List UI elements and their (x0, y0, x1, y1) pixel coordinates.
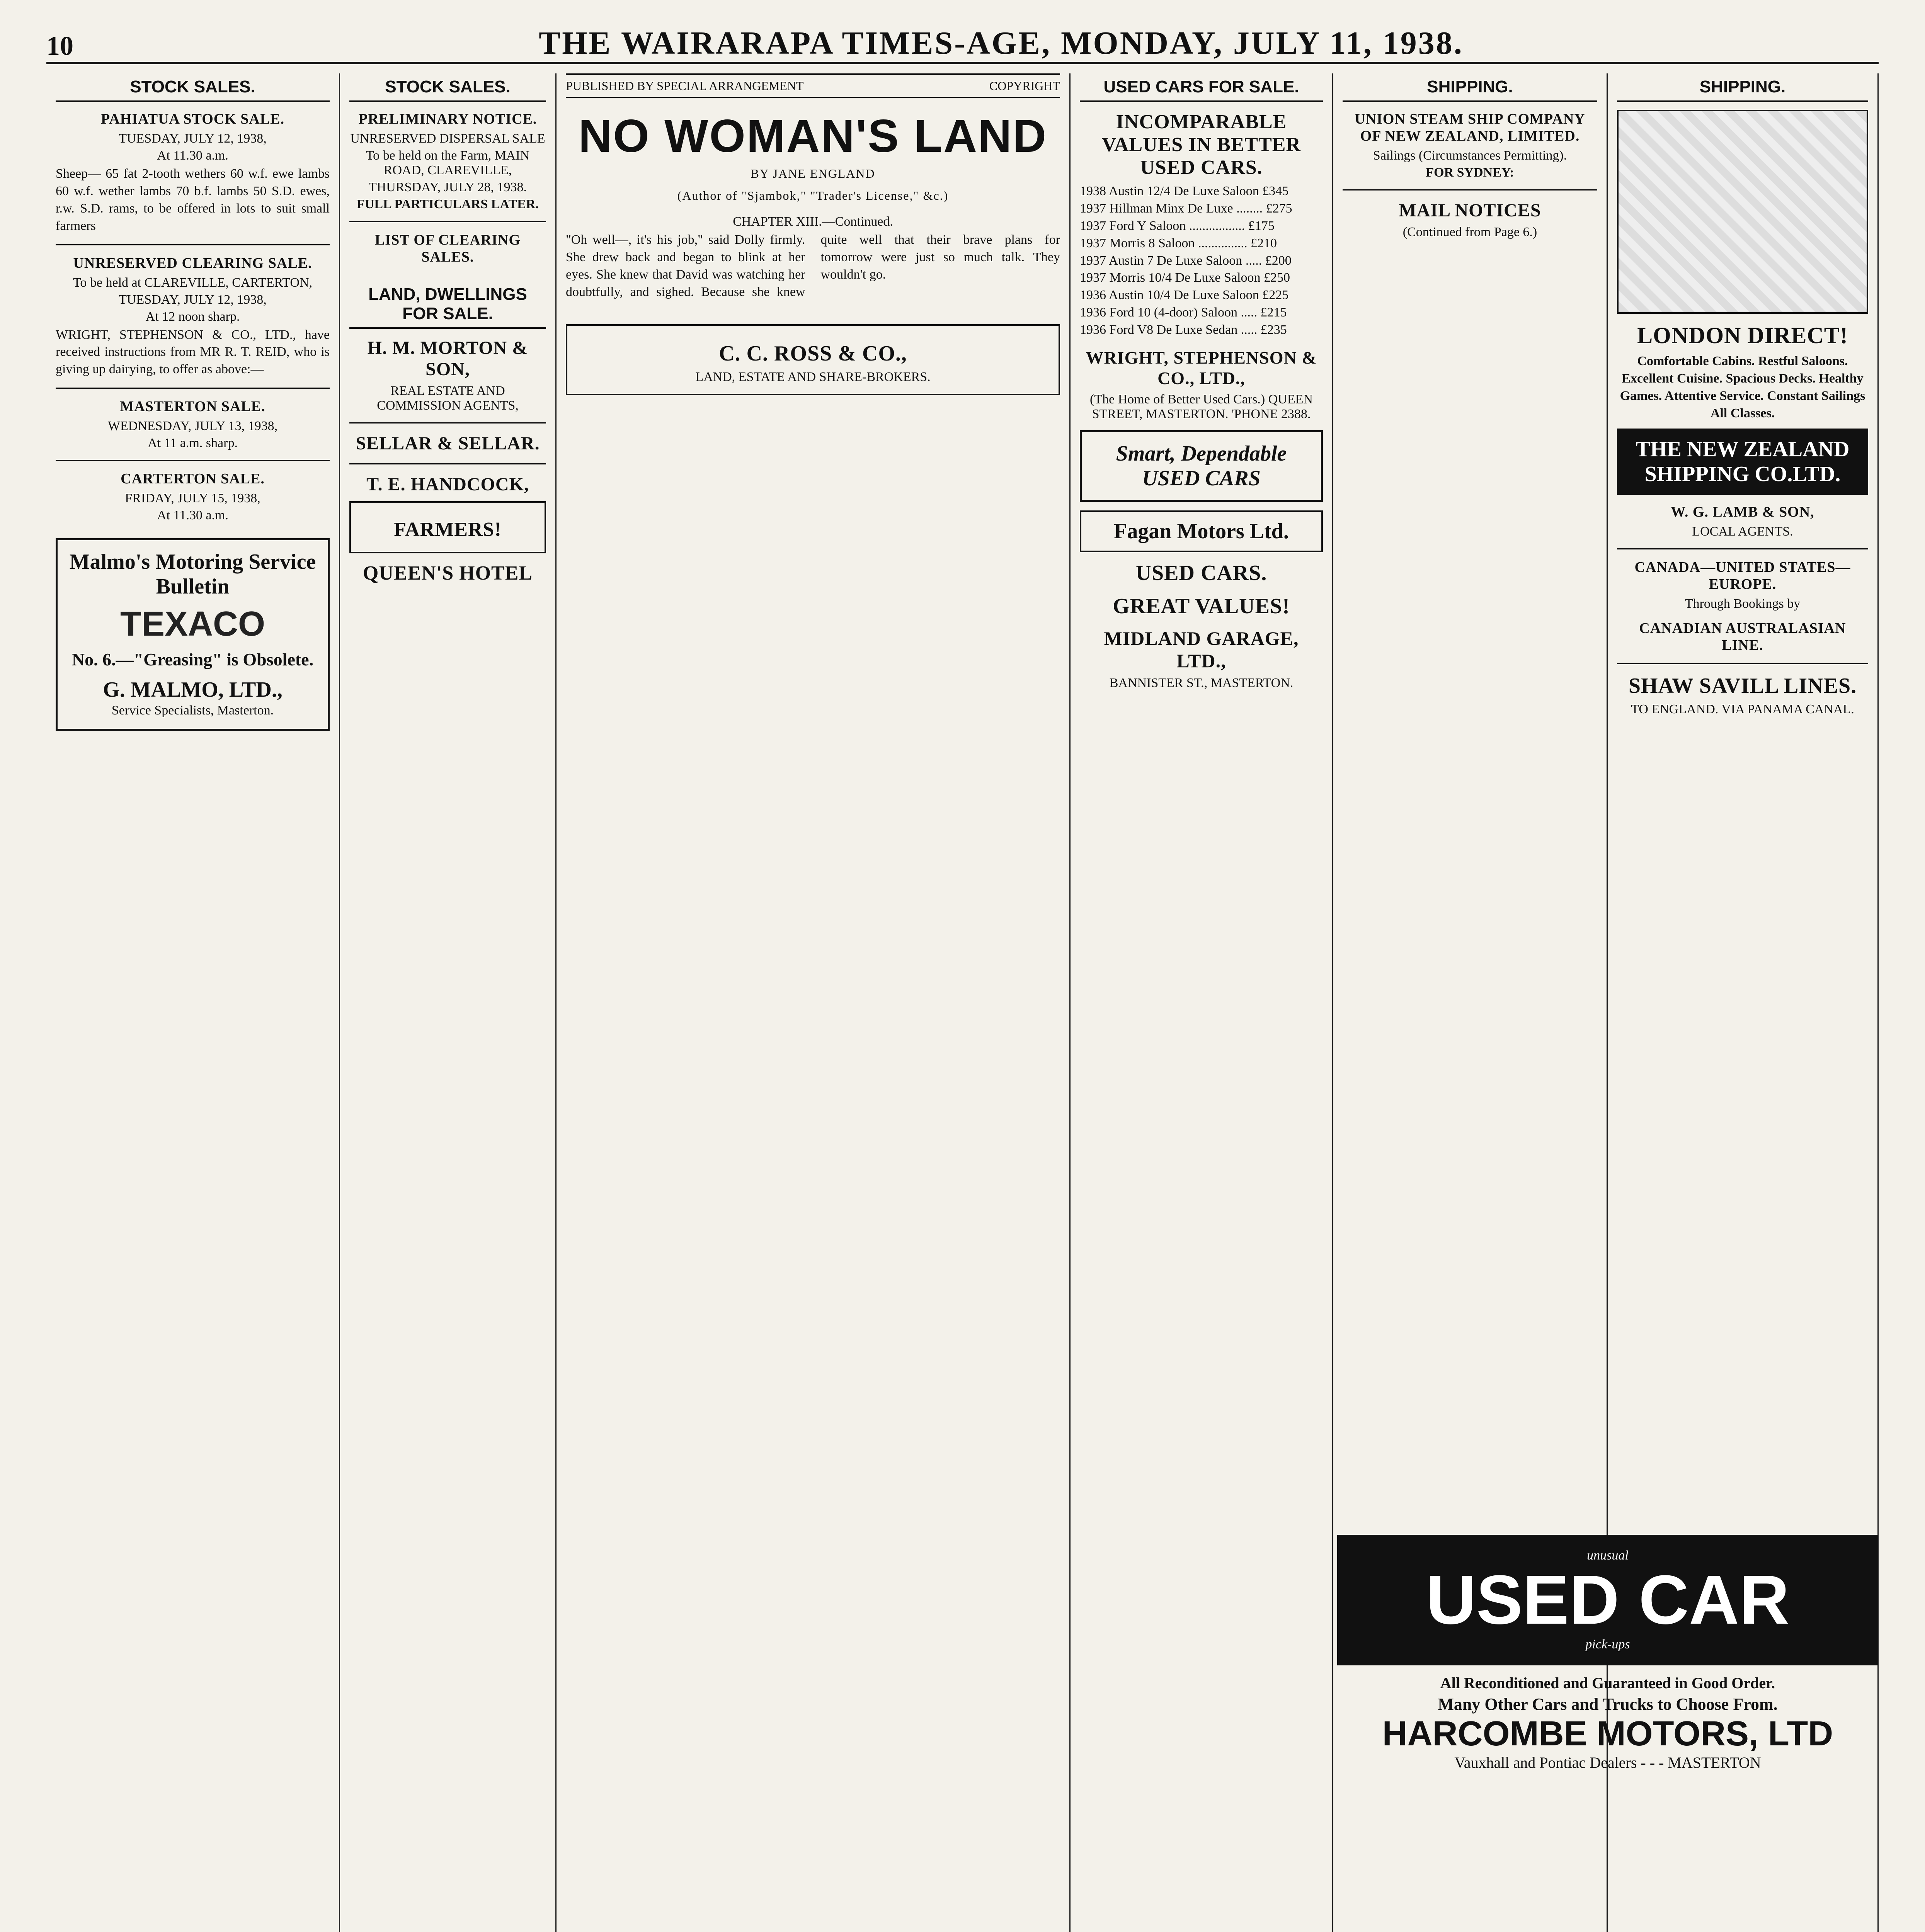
agent-sub: LOCAL AGENTS. (1692, 524, 1793, 539)
sale-date: TUESDAY, JULY 12, 1938, (119, 131, 267, 146)
agent-name: C. C. ROSS & CO., (719, 341, 907, 366)
land-heading: LAND, DWELLINGS FOR SALE. (349, 281, 546, 329)
sale-title: CARTERTON SALE. (121, 471, 265, 487)
advert-footer: G. MALMO, LTD., (103, 678, 283, 702)
fagan-advert (1080, 510, 1323, 552)
notice-date: THURSDAY, JULY 28, 1938. (368, 180, 527, 194)
car-listing: 1936 Ford 10 (4-door) Saloon ..... £215 (1080, 305, 1287, 320)
line-name: SHAW SAVILL LINES. (1628, 673, 1857, 698)
notice-place: To be held on the Farm, MAIN ROAD, CLAREVILLE, (366, 148, 530, 177)
used-cars-title: USED CARS. (1135, 561, 1267, 585)
dealer-name: WRIGHT, STEPHENSON & CO., LTD., (1086, 347, 1317, 388)
dealer-name: HARCOMBE MOTORS, LTD (1382, 1714, 1833, 1753)
route-heading: CANADA—UNITED STATES—EUROPE. (1634, 559, 1851, 592)
advert-top: unusual (1587, 1548, 1629, 1563)
dealer-sub: Vauxhall and Pontiac Dealers - - - MASTERTON (1454, 1754, 1761, 1771)
hotel-name: QUEEN'S HOTEL (363, 562, 533, 584)
byline-left: PUBLISHED BY SPECIAL ARRANGEMENT (566, 79, 804, 93)
route-sub: TO ENGLAND. VIA PANAMA CANAL. (1631, 702, 1854, 716)
page-title: THE WAIRARAPA TIMES-AGE, MONDAY, JULY 11, 1938. (539, 25, 1464, 61)
agent-name: W. G. LAMB & SON, (1671, 503, 1814, 520)
advert-heading: Smart, Dependable USED CARS (1116, 441, 1287, 490)
car-listing: 1936 Austin 10/4 De Luxe Saloon £225 (1080, 288, 1289, 303)
nzsc-name: THE NEW ZEALAND SHIPPING CO.LTD. (1636, 437, 1850, 486)
mail-sub: (Continued from Page 6.) (1402, 225, 1537, 239)
page-number: 10 (46, 31, 73, 61)
author-note: (Author of "Sjambok," "Trader's License," &c.) (677, 189, 949, 202)
car-listing: 1936 Ford V8 De Luxe Sedan ..... £235 (1080, 323, 1287, 337)
agent-name: T. E. HANDCOCK, (366, 474, 529, 495)
agent-name: SELLAR & SELLAR. (356, 433, 540, 454)
column-heading: STOCK SALES. (349, 73, 546, 102)
route-heading: FOR SYDNEY: (1426, 165, 1514, 180)
agent-sub: LAND, ESTATE AND SHARE-BROKERS. (695, 369, 931, 384)
column-used-cars (1071, 73, 1333, 1932)
notice-sub: UNRESERVED DISPERSAL SALE (350, 131, 545, 146)
agent-sub: REAL ESTATE AND COMMISSION AGENTS, (377, 384, 519, 413)
column-stock-sales (46, 73, 340, 1932)
car-list (1080, 183, 1323, 339)
line-name: UNION STEAM SHIP COMPANY OF NEW ZEALAND, LIMITED. (1355, 111, 1585, 144)
sale-time: At 11 a.m. sharp. (148, 436, 238, 451)
sale-title: PAHIATUA STOCK SALE. (100, 111, 285, 127)
route-sub: Through Bookings by (1685, 596, 1801, 611)
story-byline-row (566, 73, 1060, 98)
line-name: CANADIAN AUSTRALASIAN LINE. (1639, 620, 1846, 653)
dealer-name: MIDLAND GARAGE, LTD., (1104, 627, 1299, 672)
story-title: NO WOMAN'S LAND (578, 110, 1048, 162)
dealer-name: Fagan Motors Ltd. (1114, 519, 1289, 543)
agent-name: H. M. MORTON & SON, (367, 338, 528, 379)
column-heading: SHIPPING. (1617, 73, 1868, 102)
mail-heading: MAIL NOTICES (1399, 200, 1541, 221)
car-listing: 1937 Morris 10/4 De Luxe Saloon £250 (1080, 270, 1290, 285)
sale-date: FRIDAY, JULY 15, 1938, (125, 491, 260, 506)
dealer-sub: (The Home of Better Used Cars.) QUEEN STREET, MASTERTON. 'PHONE 2388. (1090, 392, 1313, 421)
advert-heading: No. 6.—"Greasing" is Obsolete. (71, 650, 314, 670)
sale-title: UNRESERVED CLEARING SALE. (73, 255, 312, 271)
london-heading: LONDON DIRECT! (1637, 323, 1848, 348)
column-heading: SHIPPING. (1343, 73, 1597, 102)
sale-title: MASTERTON SALE. (120, 398, 266, 415)
car-listing: 1937 Ford Y Saloon ................. £175 (1080, 218, 1275, 233)
farmers-heading: FARMERS! (394, 519, 502, 541)
masthead (46, 15, 1879, 64)
farmers-advert (349, 501, 546, 553)
car-listing: 1937 Hillman Minx De Luxe ........ £275 (1080, 201, 1292, 216)
column-stock-land (340, 73, 557, 1932)
features: Comfortable Cabins. Restful Saloons. Excellent Cuisine. Spacious Decks. Healthy Games. Attentive Service. Constant Sailings All Classes. (1620, 354, 1865, 420)
car-listing: 1937 Morris 8 Saloon ............... £210 (1080, 236, 1277, 250)
advert-title: Malmo's Motoring Service Bulletin (69, 550, 316, 599)
dealer-sub: BANNISTER ST., MASTERTON. (1109, 675, 1294, 690)
sale-date: TUESDAY, JULY 12, 1938, (119, 292, 267, 307)
line-sub: Sailings (Circumstances Permitting). (1373, 148, 1567, 163)
harcombe-advert (1337, 1526, 1878, 1774)
sale-body: Sheep— 65 fat 2-tooth wethers 60 w.f. ewe lambs 60 w.f. wether lambs 70 b.f. lambs 50 S.D. ewes, r.w. S.D. rams, to be offered in lots to suit small farmers (56, 167, 330, 233)
sale-date: WEDNESDAY, JULY 13, 1938, (107, 419, 278, 434)
smart-used-cars-advert (1080, 430, 1323, 502)
advert-line: All Reconditioned and Guaranteed in Good Order. (1440, 1674, 1775, 1692)
list-title: LIST OF CLEARING SALES. (374, 232, 521, 265)
texaco-logo: TEXACO (120, 605, 266, 644)
advert-footer-sub: Service Specialists, Masterton. (111, 703, 274, 718)
column-heading: USED CARS FOR SALE. (1080, 73, 1323, 102)
sale-time: At 11.30 a.m. (157, 508, 228, 523)
notice-title: PRELIMINARY NOTICE. (358, 111, 537, 127)
ship-illustration (1617, 110, 1868, 314)
car-listing: 1938 Austin 12/4 De Luxe Saloon £345 (1080, 184, 1289, 198)
ross-advert (566, 324, 1060, 395)
car-listing: 1937 Austin 7 De Luxe Saloon ..... £200 (1080, 253, 1292, 268)
story-text: "Oh well—, it's his job," said Dolly firmly. She drew back and began to blink at her eyes. She knew that David was watching her doubtfully, and sighed. Because she knew quite well that their brave plans for tomorrow were just so much talk. They wouldn't go. (566, 233, 1060, 299)
malmo-advert (56, 538, 330, 731)
advert-small: pick-ups (1585, 1637, 1630, 1651)
cars-title: INCOMPARABLE VALUES IN BETTER USED CARS. (1101, 111, 1301, 179)
sale-time: At 11.30 a.m. (157, 148, 228, 163)
column-serial-story (557, 73, 1071, 1932)
used-cars-sub: GREAT VALUES! (1113, 594, 1290, 618)
byline-right: COPYRIGHT (989, 79, 1060, 93)
column-heading: STOCK SALES. (56, 73, 330, 102)
notice-footer: FULL PARTICULARS LATER. (357, 197, 539, 211)
advert-more: Many Other Cars and Trucks to Choose From. (1438, 1695, 1778, 1714)
sale-place: To be held at CLAREVILLE, CARTERTON, (73, 275, 312, 290)
sale-time: At 12 noon sharp. (145, 309, 240, 324)
nzsc-banner (1617, 429, 1868, 495)
sale-body: WRIGHT, STEPHENSON & CO., LTD., have received instructions from MR R. T. REID, who is giving up dairying, to offer as above:— (56, 327, 330, 377)
advert-big: USED CAR (1426, 1561, 1790, 1639)
story-author: BY JANE ENGLAND (751, 167, 875, 180)
chapter-heading: CHAPTER XIII.—Continued. (733, 214, 893, 229)
